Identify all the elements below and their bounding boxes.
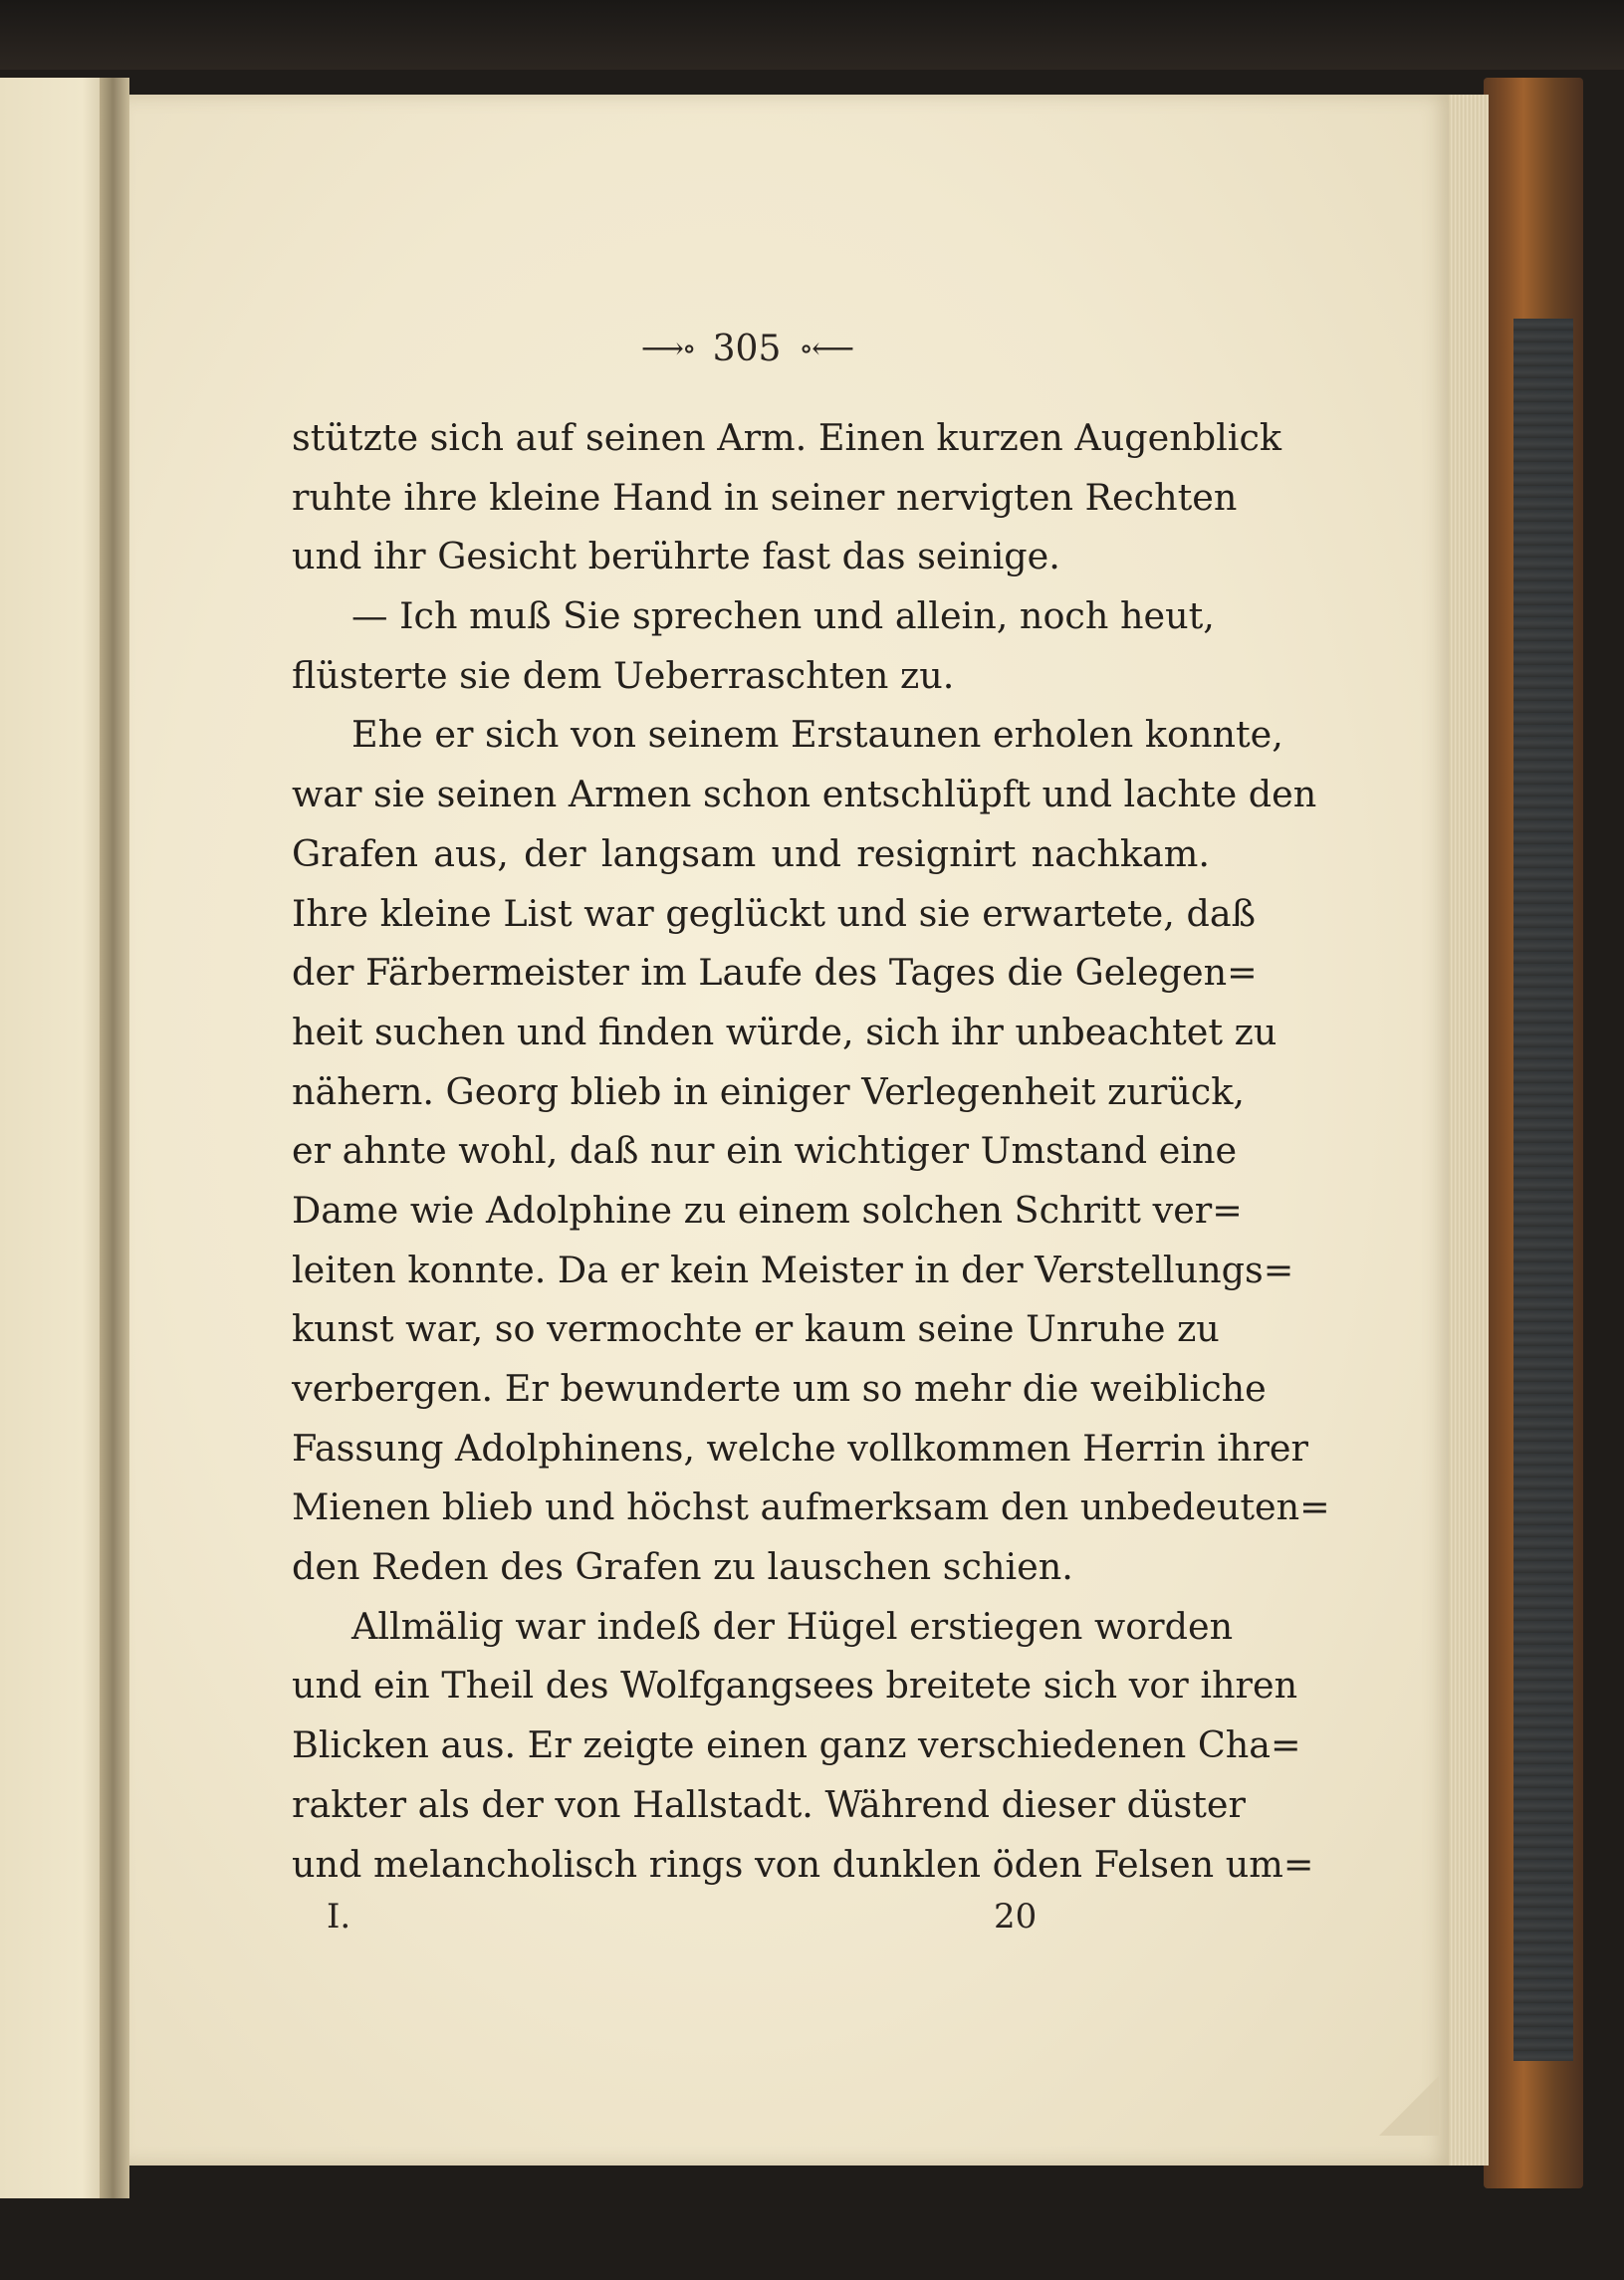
body-text — [292, 408, 1330, 1894]
text-line: war sie seinen Armen schon entschlüpft und lachte den — [292, 773, 1317, 816]
page-header — [597, 324, 896, 373]
header-ornament-right: ∘⟵ — [799, 331, 853, 366]
text-line: leiten konnte. Da er kein Meister in der Verstellungs= — [292, 1248, 1294, 1291]
text-line: Allmälig war indeß der Hügel erstiegen worden — [351, 1604, 1234, 1648]
text-line: nähern. Georg blieb in einiger Verlegenheit zurück, — [292, 1069, 1245, 1113]
text-line: ruhte ihre kleine Hand in seiner nervigten Rechten — [292, 475, 1238, 519]
text-line: er ahnte wohl, daß nur ein wichtiger Umstand eine — [292, 1129, 1238, 1173]
book-gutter — [100, 78, 129, 2198]
text-line: Ehe er sich von seinem Erstaunen erholen konnte, — [351, 713, 1283, 757]
text-line: Ihre kleine List war geglückt und sie erwartete, daß — [292, 891, 1256, 935]
text-line: und ein Theil des Wolfgangsees breitete sich vor ihren — [292, 1664, 1298, 1708]
text-line: rakter als der von Hallstadt. Während dieser düster — [292, 1782, 1246, 1826]
text-line: Dame wie Adolphine zu einem solchen Schritt ver= — [292, 1188, 1243, 1232]
text-line: der Färbermeister im Laufe des Tages die Gelegen= — [292, 951, 1258, 995]
text-line: Mienen blieb und höchst aufmerksam den unbedeuten= — [292, 1485, 1330, 1529]
header-ornament-left: ⟶∘ — [640, 331, 695, 366]
text-line: den Reden des Grafen zu lauschen schien. — [292, 1545, 1073, 1589]
page-edges — [1444, 95, 1489, 2166]
text-line: und melancholisch rings von dunklen öden Felsen um= — [292, 1842, 1314, 1886]
text-line: Blicken aus. Er zeigte einen ganz verschiedenen Cha= — [292, 1723, 1301, 1767]
text-line: — Ich muß Sie sprechen und allein, noch heut, — [351, 594, 1215, 638]
text-line: Fassung Adolphinens, welche vollkommen Herrin ihrer — [292, 1426, 1308, 1470]
sheet-number: 20 — [994, 1897, 1038, 1937]
signature-mark: I. — [327, 1897, 351, 1937]
top-shadow — [0, 0, 1624, 70]
text-line: verbergen. Er bewunderte um so mehr die weibliche — [292, 1367, 1267, 1410]
text-line: kunst war, so vermochte er kaum seine Unruhe zu — [292, 1307, 1220, 1351]
book-cover-cloth — [1513, 319, 1573, 2061]
text-line: Grafen aus, der langsam und resignirt nachkam. — [292, 831, 1210, 875]
text-line: stützte sich auf seinen Arm. Einen kurzen Augenblick — [292, 416, 1282, 459]
text-line: flüsterte sie dem Ueberraschten zu. — [292, 653, 955, 697]
page-corner-fold — [1379, 2076, 1439, 2136]
text-line: und ihr Gesicht berührte fast das seinige. — [292, 535, 1060, 578]
text-line: heit suchen und finden würde, sich ihr unbeachtet zu — [292, 1010, 1277, 1053]
page-number: 305 — [712, 328, 782, 369]
